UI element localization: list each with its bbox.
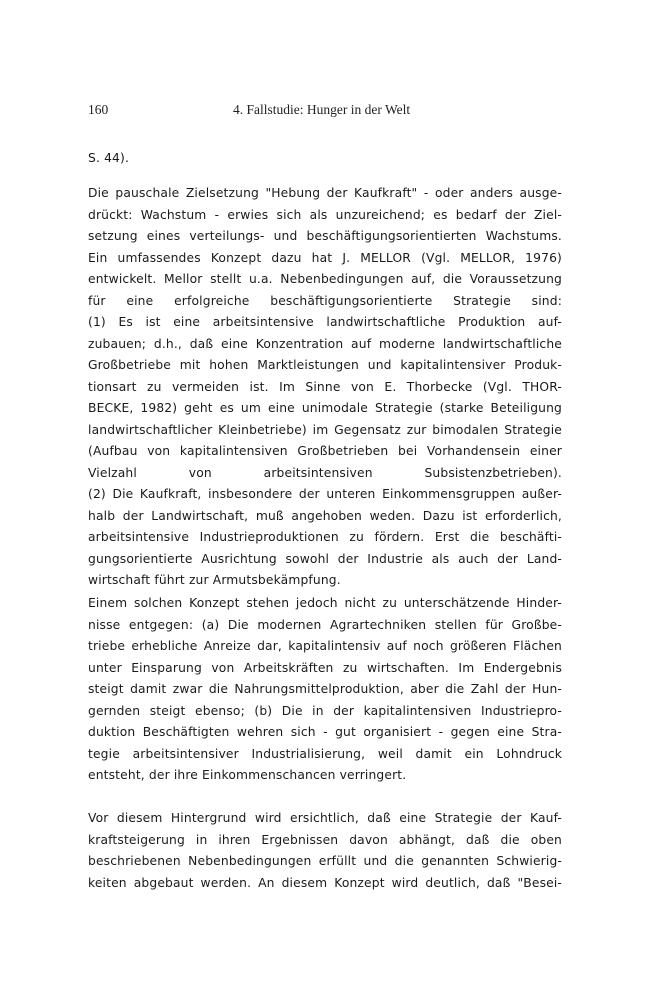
running-title: 4. Fallstudie: Hunger in der Welt (233, 102, 411, 117)
text-line: tionsart zu vermeiden ist. Im Sinne von E. Thorbecke (Vgl. THOR- (88, 379, 562, 394)
text-line: (1) Es ist eine arbeitsintensive landwirtschaftliche Produktion auf- (88, 315, 562, 329)
text-line: für eine erfolgreiche beschäftigungsorientierte Strategie sind: (88, 293, 562, 308)
text-line: gungsorientierte Ausrichtung sowohl der Industrie als auch der Land- (88, 551, 562, 566)
text-line: Einem solchen Konzept stehen jedoch nicht zu unterschätzende Hinder- (88, 596, 562, 610)
text-line: Ein umfassendes Konzept dazu hat J. MELLOR (Vgl. MELLOR, 1976) (88, 250, 562, 265)
text-line: nisse entgegen: (a) Die modernen Agrartechniken stellen für Großbe- (88, 617, 562, 632)
text-line: steigt damit zwar die Nahrungsmittelproduktion, aber die Zahl der Hun- (88, 682, 562, 696)
text-line: beschriebenen Nebenbedingungen erfüllt und die genannten Schwierig- (88, 854, 562, 868)
page-number: 160 (88, 102, 109, 117)
text-line: drückt: Wachstum - erwies sich als unzureichend; es bedarf der Ziel- (88, 207, 562, 222)
paragraph (88, 148, 562, 170)
text-line: landwirtschaftlicher Kleinbetriebe) im Gegensatz zur bimodalen Strategie (88, 422, 562, 437)
text-line: Vor diesem Hintergrund wird ersichtlich, daß eine Strategie der Kauf- (88, 811, 562, 825)
paragraph (88, 183, 562, 592)
paragraph (88, 808, 562, 894)
paragraph (88, 593, 562, 787)
text-line: BECKE, 1982) geht es um eine unimodale Strategie (starke Beteiligung (88, 401, 562, 415)
text-line: Vielzahl von arbeitsintensiven Subsistenzbetrieben). (88, 465, 562, 480)
text-line: arbeitsintensive Industrieproduktionen zu fördern. Erst die beschäfti- (88, 530, 562, 544)
text-line: (Aufbau von kapitalintensiven Großbetrieben bei Vorhandensein einer (88, 444, 562, 458)
text-line: halb der Landwirtschaft, muß angehoben weden. Dazu ist erforderlich, (88, 508, 562, 523)
text-line: entwickelt. Mellor stellt u.a. Nebenbedingungen auf, die Voraussetzung (88, 272, 562, 286)
text-line: keiten abgebaut werden. An diesem Konzept wird deutlich, daß "Besei- (88, 875, 562, 890)
text-line: wirtschaft führt zur Armutsbekämpfung. (88, 573, 341, 587)
text-line: zubauen; d.h., daß eine Konzentration auf moderne landwirtschaftliche (88, 336, 562, 351)
text-line: triebe erhebliche Anreize dar, kapitalintensiv auf noch größeren Flächen (88, 639, 562, 653)
text-line: gernden steigt ebenso; (b) Die in der kapitalintensiven Industriepro- (88, 703, 562, 718)
text-line: (2) Die Kaufkraft, insbesondere der unteren Einkommensgruppen außer- (88, 487, 562, 501)
page-header (88, 102, 562, 122)
text-line: setzung eines verteilungs- und beschäftigungsorientierten Wachstums. (88, 229, 562, 243)
text-line: tegie arbeitsintensiver Industrialisierung, weil damit ein Lohndruck (88, 746, 562, 761)
text-line: S. 44). (88, 151, 130, 165)
text-line: duktion Beschäftigten wehren sich - gut organisiert - gegen eine Stra- (88, 725, 562, 739)
text-line: entsteht, der ihre Einkommenschancen verringert. (88, 768, 407, 782)
text-line: kraftsteigerung in ihren Ergebnissen davon abhängt, daß die oben (88, 832, 562, 847)
text-line: Großbetriebe mit hohen Marktleistungen und kapitalintensiver Produk- (88, 358, 562, 372)
text-line: unter Einsparung von Arbeitskräften zu wirtschaften. Im Endergebnis (88, 660, 562, 675)
text-line: Die pauschale Zielsetzung "Hebung der Kaufkraft" - oder anders ausge- (88, 186, 562, 200)
